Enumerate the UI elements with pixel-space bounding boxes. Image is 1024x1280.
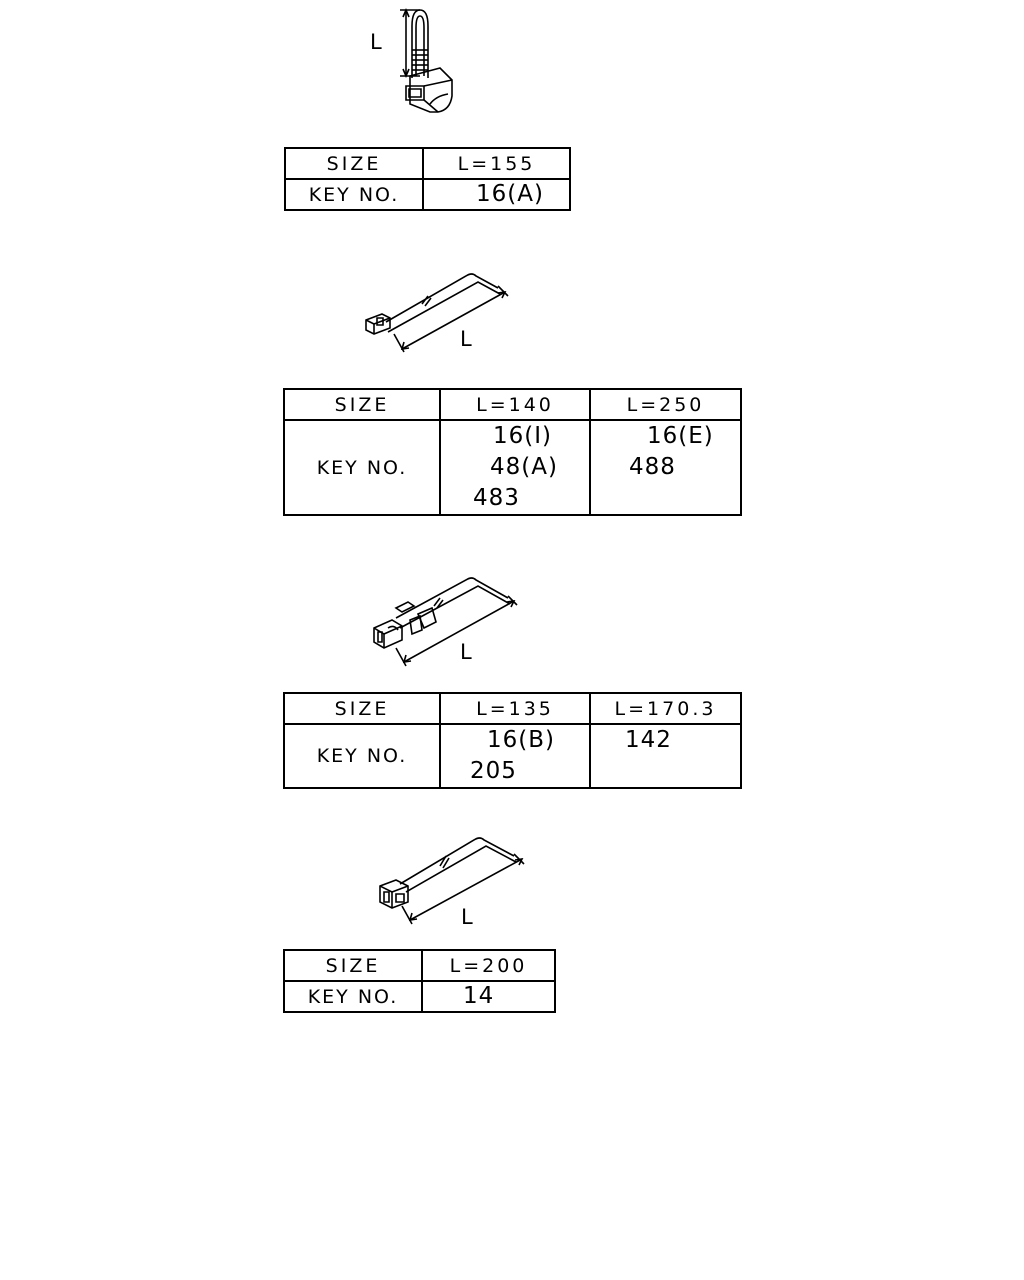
- key-no-cell: [590, 420, 741, 515]
- size-value: L=155: [423, 148, 570, 179]
- figure-1-dimension-label: L: [370, 30, 382, 54]
- key-no-value: 483: [473, 485, 520, 511]
- size-value: L=135: [440, 693, 590, 724]
- table-row: [285, 148, 570, 179]
- key-no-label: KEY NO.: [285, 179, 423, 210]
- key-no-value: 16(I): [493, 423, 552, 449]
- key-no-value: 16(E): [647, 423, 714, 449]
- table-row: [284, 724, 741, 788]
- size-header: SIZE: [285, 148, 423, 179]
- table-row: [285, 179, 570, 210]
- size-header: SIZE: [284, 389, 440, 420]
- key-no-value: 16(B): [487, 727, 555, 753]
- spec-table-1: [284, 147, 571, 211]
- key-no-cell: [440, 724, 590, 788]
- table-row: [284, 950, 555, 981]
- size-value: L=250: [590, 389, 741, 420]
- key-no-cell: [440, 420, 590, 515]
- figure-4-dimension-label: L: [461, 905, 473, 929]
- table-row: [284, 420, 741, 515]
- spec-table-3: [283, 692, 742, 789]
- key-no-value: 488: [629, 454, 676, 480]
- spec-table-2: [283, 388, 742, 516]
- size-value: L=200: [422, 950, 555, 981]
- key-no-cell: [422, 981, 555, 1012]
- vertical-clip-drawing: [380, 0, 480, 125]
- key-no-value: 48(A): [490, 454, 558, 480]
- key-no-cell: [423, 179, 570, 210]
- figure-3-dimension-label: L: [460, 640, 472, 664]
- flat-clip-long-drawing: [360, 268, 515, 358]
- key-no-value: 16(A): [476, 181, 544, 207]
- key-no-value: 142: [625, 727, 672, 753]
- size-value: L=170.3: [590, 693, 741, 724]
- figure-2-dimension-label: L: [460, 327, 472, 351]
- key-no-value: 14: [463, 983, 495, 1009]
- flat-clip-short-drawing: [374, 828, 526, 928]
- table-row: [284, 981, 555, 1012]
- size-header: SIZE: [284, 950, 422, 981]
- key-no-label: KEY NO.: [284, 724, 440, 788]
- table-row: [284, 693, 741, 724]
- table-row: [284, 389, 741, 420]
- key-no-value: 205: [470, 758, 517, 784]
- key-no-label: KEY NO.: [284, 981, 422, 1012]
- key-no-label: KEY NO.: [284, 420, 440, 515]
- size-header: SIZE: [284, 693, 440, 724]
- key-no-cell: [590, 724, 741, 788]
- flat-clip-mount-drawing: [366, 572, 518, 672]
- spec-table-4: [283, 949, 556, 1013]
- size-value: L=140: [440, 389, 590, 420]
